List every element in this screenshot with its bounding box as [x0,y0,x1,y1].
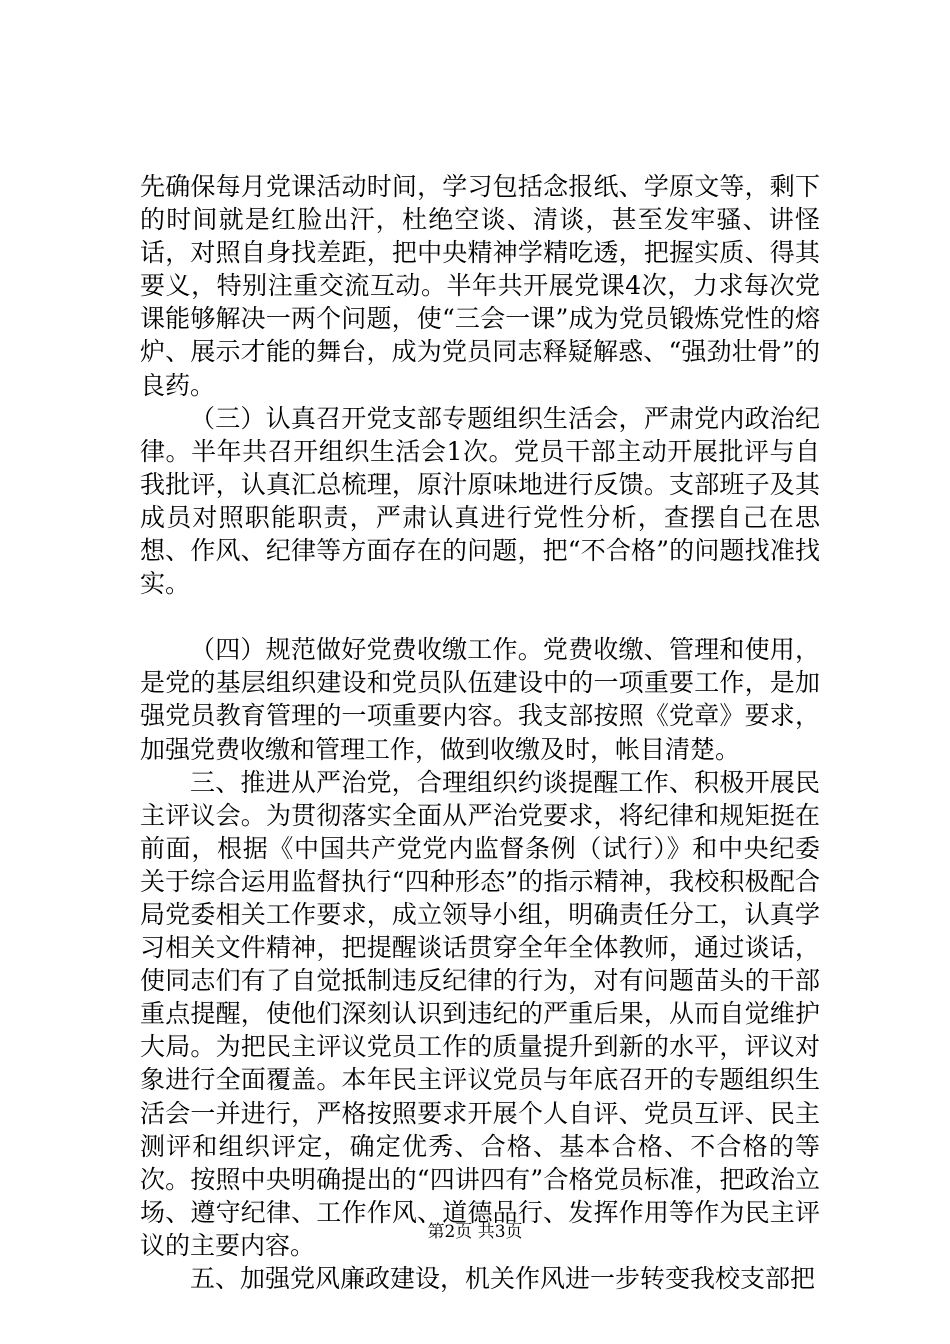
paragraph-party-class: 先确保每月党课活动时间，学习包括念报纸、学原文等，剩下的时间就是红脸出汗，杜绝空谈、清谈，甚至发牢骚、讲怪话，对照自身找差距，把中央精神学精吃透，把握实质、得其要义，特别注重交流互动。半年共开展党课4次，力求每次党课能够解决一两个问题，使“三会一课”成为党员锻炼党性的熔炉、展示才能的舞台，成为党员同志释疑解惑、“强劲壮骨”的良药。 [140,172,820,400]
page-number-footer: 第2页 共3页 [427,1222,523,1242]
paragraph-gap [140,600,820,633]
paragraph-organization-life: （三）认真召开党支部专题组织生活会，严肃党内政治纪律。半年共召开组织生活会1次。党员干部主动开展批评与自我批评，认真汇总梳理，原汁原味地进行反馈。支部班子及其成员对照职能职责，严肃认真进行党性分析，查摆自己在思想、作风、纪律等方面存在的问题，把“不合格”的问题找准找实。 [140,403,820,599]
document-body [140,170,820,1295]
paragraph-integrity: 五、加强党风廉政建设，机关作风进一步转变我校支部把 [190,1264,816,1293]
paragraph-strict-governance: 三、推进从严治党，合理组织约谈提醒工作、积极开展民主评议会。为贯彻落实全面从严治党要求，将纪律和规矩挺在前面，根据《中国共产党党内监督条例（试行）》和中央纪委关于综合运用监督执行“四种形态”的指示精神，我校积极配合局党委相关工作要求，成立领导小组，明确责任分工，认真学习相关文件精神，把提醒谈话贯穿全年全体教师，通过谈话，使同志们有了自觉抵制违反纪律的行为，对有问题苗头的干部重点提醒，使他们深刻认识到违纪的严重后果，从而自觉维护大局。为把民主评议党员工作的质量提升到新的水平，评议对象进行全面覆盖。本年民主评议党员与年底召开的专题组织生活会一并进行，严格按照要求开展个人自评、党员互评、民主测评和组织评定，确定优秀、合格、基本合格、不合格的等次。按照中央明确提出的“四讲四有”合格党员标准，把政治立场、遵守纪律、工作作风、道德品行、发挥作用等作为民主评议的主要内容。 [140,767,820,1260]
paragraph-party-fees: （四）规范做好党费收缴工作。党费收缴、管理和使用，是党的基层组织建设和党员队伍建设中的一项重要工作，是加强党员教育管理的一项重要内容。我支部按照《党章》要求，加强党费收缴和管理工作，做到收缴及时，帐目清楚。 [140,635,820,764]
